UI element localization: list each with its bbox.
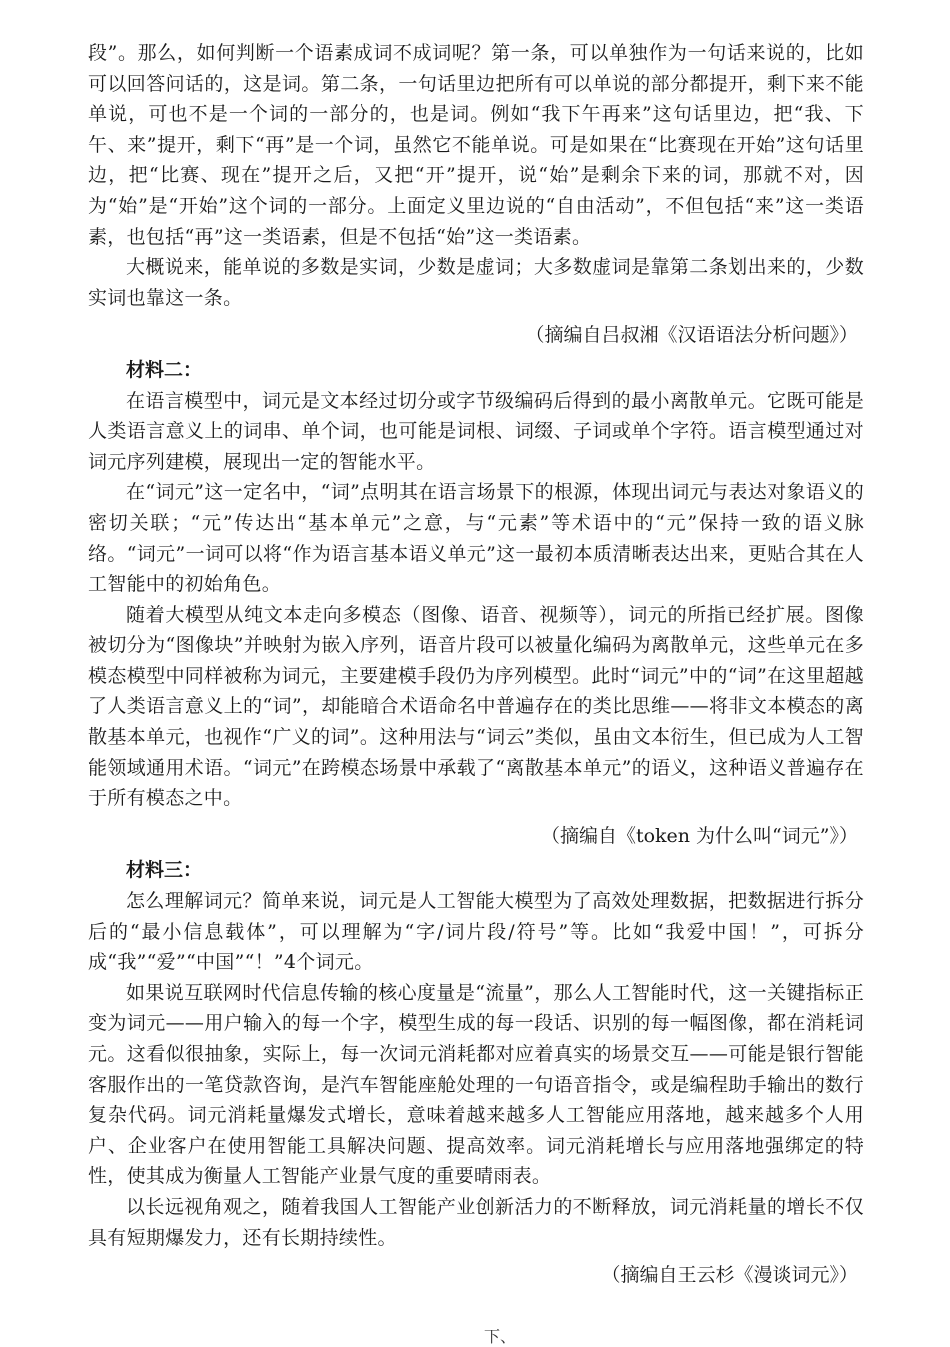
- material1-paragraph-2: 大概说来，能单说的多数是实词，少数是虚词；大多数虚词是靠第二条划出来的，少数实词也靠这一条。: [88, 256, 864, 309]
- material3-heading: 材料三：: [126, 859, 203, 882]
- material3-paragraph-3: 以长远视角观之，随着我国人工智能产业创新活力的不断释放，词元消耗量的增长不仅具有短期爆发力，还有长期持续性。: [88, 1195, 864, 1249]
- material2-source: （摘编自《token 为什么叫“词元”》）: [540, 824, 858, 847]
- material2-paragraph-2: 在“词元”这一定名中，“词”点明其在语言场景下的根源，体现出词元与表达对象语义的密切关联；“元”传达出“基本单元”之意，与“元素”等术语中的“元”保持一致的语义脉络。“词元”一词可以将“作为语言基本语义单元”这一最初本质清晰表达出来，更贴合其在人工智能中的初始角色。: [88, 481, 864, 596]
- material1-source: （摘编自吕叔湘《汉语语法分析问题》）: [525, 324, 858, 347]
- page-marker: 下、: [484, 1327, 517, 1346]
- material3-paragraph-1: 怎么理解词元？简单来说，词元是人工智能大模型为了高效处理数据，把数据进行拆分后的“最小信息载体”，可以理解为“字/词片段/符号”等。比如“我爱中国！”，可拆分成“我”“爱”“中国”“！”4个词元。: [88, 890, 864, 974]
- material1-paragraph-1: 段”。那么，如何判断一个语素成词不成词呢？第一条，可以单独作为一句话来说的，比如可以回答问话的，这是词。第二条，一句话里边把所有可以单说的部分都提开，剩下来不能单说，可也不是一个词的一部分的，也是词。例如“我下午再来”这句话里边，把“我、下午、来”提开，剩下“再”是一个词，虽然它不能单说。可是如果在“比赛现在开始”这句话里边，把“比赛、现在”提开之后，又把“开”提开，说“始”是剩余下来的词，那就不对，因为“始”是“开始”这个词的一部分。上面定义里边说的“自由活动”，不但包括“来”这一类语素，也包括“再”这一类语素，但是不包括“始”这一类语素。: [88, 42, 864, 248]
- document-page: [88, 38, 864, 1295]
- material3-source: （摘编自王云杉《漫谈词元》）: [601, 1264, 858, 1287]
- material2-heading: 材料二：: [126, 358, 203, 381]
- material3-paragraph-2: 如果说互联网时代信息传输的核心度量是“流量”，那么人工智能时代，这一关键指标正变为词元——用户输入的每一个字，模型生成的每一段话、识别的每一幅图像，都在消耗词元。这看似很抽象，实际上，每一次词元消耗都对应着真实的场景交互——可能是银行智能客服作出的一笔贷款咨询，是汽车智能座舱处理的一句语音指令，或是编程助手输出的数行复杂代码。词元消耗量爆发式增长，意味着越来越多人工智能应用落地，越来越多个人用户、企业客户在使用智能工具解决问题、提高效率。词元消耗增长与应用落地强绑定的特性，使其成为衡量人工智能产业景气度的重要晴雨表。: [88, 981, 864, 1188]
- material2-paragraph-1: 在语言模型中，词元是文本经过切分或字节级编码后得到的最小离散单元。它既可能是人类语言意义上的词串、单个词，也可能是词根、词缀、子词或单个字符。语言模型通过对词元序列建模，展现出一定的智能水平。: [88, 389, 864, 473]
- material2-paragraph-3: 随着大模型从纯文本走向多模态（图像、语音、视频等），词元的所指已经扩展。图像被切分为“图像块”并映射为嵌入序列，语音片段可以被量化编码为离散单元，这些单元在多模态模型中同样被称为词元，主要建模手段仍为序列模型。此时“词元”中的“词”在这里超越了人类语言意义上的“词”，却能暗合术语命名中普遍存在的类比思维——将非文本模态的离散基本单元，也视作“广义的词”。这种用法与“词云”类似，虽由文本衍生，但已成为人工智能领域通用术语。“词元”在跨模态场景中承载了“离散基本单元”的语义，这种语义普遍存在于所有模态之中。: [88, 603, 864, 810]
